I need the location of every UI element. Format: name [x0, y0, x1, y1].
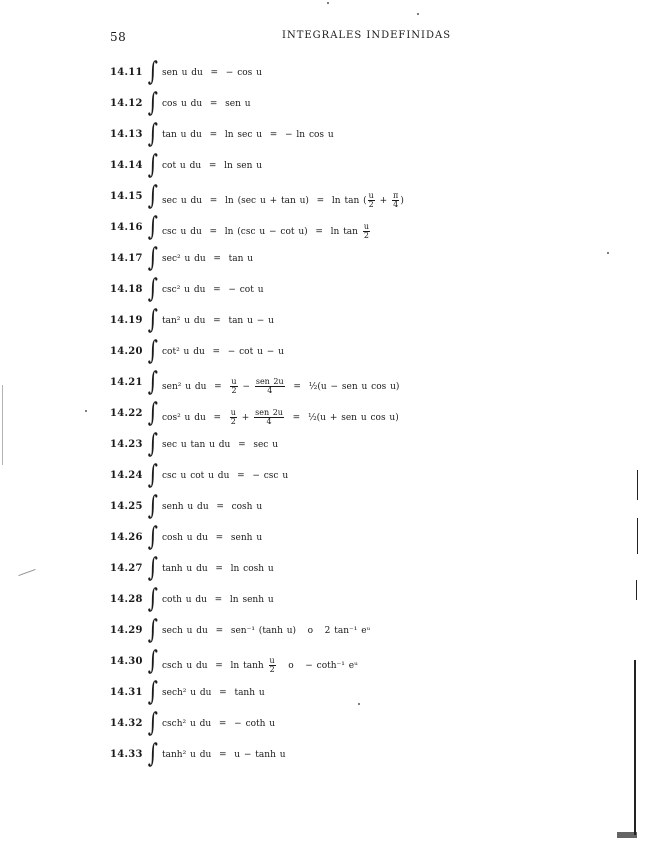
- formula-number: 14.26: [110, 532, 143, 543]
- formula-row: [0, 491, 655, 521]
- speck: [85, 410, 87, 412]
- fraction: [269, 657, 276, 674]
- fraction: [368, 192, 375, 209]
- formula-number: 14.14: [110, 160, 143, 171]
- formula-tail: ): [400, 196, 404, 206]
- scan-artifact-line: [637, 518, 638, 554]
- formula-text: csc u du = ln (csc u − cot u) = ln tan: [162, 227, 362, 237]
- formula-expression: [162, 161, 262, 171]
- formula-number: 14.28: [110, 594, 143, 605]
- fraction: [254, 409, 284, 426]
- formula-expression: [162, 657, 358, 674]
- integral-sign-icon: ∫: [147, 646, 158, 676]
- formula-number: 14.19: [110, 315, 143, 326]
- integral-sign-icon: ∫: [147, 398, 158, 428]
- formula-number: 14.18: [110, 284, 143, 295]
- fraction-numerator: u: [363, 222, 369, 231]
- formula-expression: [162, 595, 274, 605]
- running-header: INTEGRALES INDEFINIDAS: [282, 30, 452, 41]
- formula-row: [0, 181, 655, 211]
- formula-number: 14.27: [110, 563, 143, 574]
- formula-expression: [162, 347, 284, 357]
- formula-text: sen u du = − cos u: [162, 68, 262, 78]
- formula-expression: [162, 533, 262, 543]
- formula-text: senh u du = cosh u: [162, 502, 263, 512]
- formula-expression: [162, 130, 334, 140]
- fraction-numerator: u: [269, 656, 275, 665]
- formula-expression: [162, 378, 399, 395]
- formula-row: [0, 460, 655, 490]
- fraction-numerator: π: [393, 191, 399, 200]
- integral-sign-icon: ∫: [147, 429, 158, 459]
- fraction: [230, 409, 237, 426]
- formula-text: sech² u du = tanh u: [162, 688, 265, 698]
- formula-row: [0, 57, 655, 87]
- fraction: [363, 223, 370, 240]
- formula-expression: [162, 719, 275, 729]
- integral-sign-icon: ∫: [147, 522, 158, 552]
- speck: [417, 13, 419, 15]
- scan-artifact-line: [637, 470, 638, 500]
- integral-sign-icon: ∫: [147, 739, 158, 769]
- fraction-denominator: 2: [231, 386, 237, 395]
- formula-number: 14.32: [110, 718, 143, 729]
- fraction: [255, 378, 285, 395]
- formula-row: [0, 553, 655, 583]
- formula-number: 14.29: [110, 625, 143, 636]
- formula-number: 14.25: [110, 501, 143, 512]
- formula-number: 14.24: [110, 470, 143, 481]
- formula-row: [0, 305, 655, 335]
- formula-row: [0, 522, 655, 552]
- formula-number: 14.20: [110, 346, 143, 357]
- formula-number: 14.22: [110, 408, 143, 419]
- fraction-denominator: 4: [393, 200, 399, 209]
- integral-sign-icon: ∫: [147, 460, 158, 490]
- formula-text: cos u du = sen u: [162, 99, 251, 109]
- formula-tail: = ½(u + sen u cos u): [284, 413, 399, 423]
- formula-text: csch u du = ln tanh: [162, 661, 268, 671]
- formula-expression: [162, 316, 274, 326]
- formula-text: csc² u du = − cot u: [162, 285, 264, 295]
- formula-row: [0, 243, 655, 273]
- formula-number: 14.11: [110, 67, 143, 78]
- integral-sign-icon: ∫: [147, 274, 158, 304]
- formula-row: [0, 708, 655, 738]
- integral-sign-icon: ∫: [147, 615, 158, 645]
- formula-text: csch² u du = − coth u: [162, 719, 276, 729]
- fraction-denominator: 2: [269, 665, 275, 674]
- formula-number: 14.13: [110, 129, 143, 140]
- formula-expression: [162, 471, 288, 481]
- formula-text: sec u tan u du = sec u: [162, 440, 278, 450]
- formula-expression: [162, 688, 265, 698]
- formula-tail: o − coth⁻¹ eᵘ: [276, 661, 358, 671]
- formula-expression: [162, 564, 274, 574]
- page-number: 58: [110, 30, 127, 44]
- formula-expression: [162, 440, 278, 450]
- formula-number: 14.17: [110, 253, 143, 264]
- fraction-denominator: 4: [266, 417, 272, 426]
- formula-number: 14.15: [110, 191, 143, 202]
- fraction-numerator: u: [230, 408, 236, 417]
- formula-expression: [162, 626, 370, 636]
- formula-number: 14.33: [110, 749, 143, 760]
- formula-row: [0, 367, 655, 397]
- speck: [358, 703, 360, 705]
- formula-row: [0, 212, 655, 242]
- formula-row: [0, 646, 655, 676]
- fraction: [230, 378, 237, 395]
- integral-sign-icon: ∫: [147, 584, 158, 614]
- integral-sign-icon: ∫: [147, 367, 158, 397]
- fraction-denominator: 2: [363, 231, 369, 240]
- fraction-numerator: u: [231, 377, 237, 386]
- formula-number: 14.12: [110, 98, 143, 109]
- operator: +: [375, 196, 392, 206]
- operator: −: [238, 382, 254, 392]
- formula-text: csc u cot u du = − csc u: [162, 471, 289, 481]
- integral-sign-icon: ∫: [147, 336, 158, 366]
- formula-text: tanh u du = ln cosh u: [162, 564, 274, 574]
- formula-row: [0, 274, 655, 304]
- formula-row: [0, 119, 655, 149]
- formula-text: cot u du = ln sen u: [162, 161, 263, 171]
- integral-sign-icon: ∫: [147, 305, 158, 335]
- integral-sign-icon: ∫: [147, 243, 158, 273]
- fraction-denominator: 2: [230, 417, 236, 426]
- formula-expression: [162, 750, 286, 760]
- speck: [327, 2, 329, 4]
- formula-text: tanh² u du = u − tanh u: [162, 750, 286, 760]
- formula-expression: [162, 502, 262, 512]
- scan-artifact-line: [634, 660, 636, 835]
- formula-row: [0, 429, 655, 459]
- integral-sign-icon: ∫: [147, 708, 158, 738]
- formula-expression: [162, 192, 404, 209]
- formula-text: cos² u du =: [162, 413, 229, 423]
- speck: [607, 252, 609, 254]
- fraction-denominator: 2: [368, 200, 374, 209]
- scan-artifact-dots: [2, 385, 3, 465]
- integral-sign-icon: ∫: [147, 57, 158, 87]
- integral-sign-icon: ∫: [147, 212, 158, 242]
- formula-text: cosh u du = senh u: [162, 533, 263, 543]
- integral-sign-icon: ∫: [147, 491, 158, 521]
- integral-sign-icon: ∫: [147, 119, 158, 149]
- integral-sign-icon: ∫: [147, 677, 158, 707]
- formula-text: cot² u du = − cot u − u: [162, 347, 284, 357]
- formula-row: [0, 739, 655, 769]
- formula-text: sec² u du = tan u: [162, 254, 254, 264]
- formula-number: 14.16: [110, 222, 143, 233]
- formula-text: sech u du = sen⁻¹ (tanh u) o 2 tan⁻¹ eᵘ: [162, 626, 371, 636]
- formula-row: [0, 398, 655, 428]
- scan-artifact-line: [636, 580, 637, 600]
- fraction: [392, 192, 399, 209]
- formula-row: [0, 677, 655, 707]
- integral-sign-icon: ∫: [147, 181, 158, 211]
- integral-sign-icon: ∫: [147, 150, 158, 180]
- formula-expression: [162, 99, 251, 109]
- formula-row: [0, 150, 655, 180]
- formula-row: [0, 584, 655, 614]
- formula-text: sec u du = ln (sec u + tan u) = ln tan (: [162, 196, 367, 206]
- formula-expression: [162, 254, 253, 264]
- formula-text: sen² u du =: [162, 382, 230, 392]
- formula-number: 14.31: [110, 687, 143, 698]
- formula-text: tan u du = ln sec u = − ln cos u: [162, 130, 334, 140]
- formula-tail: = ½(u − sen u cos u): [285, 382, 400, 392]
- formula-text: tan² u du = tan u − u: [162, 316, 274, 326]
- formula-text: coth u du = ln senh u: [162, 595, 274, 605]
- formula-row: [0, 88, 655, 118]
- formula-expression: [162, 409, 399, 426]
- fraction-denominator: 4: [267, 386, 273, 395]
- formula-expression: [162, 285, 264, 295]
- formula-row: [0, 336, 655, 366]
- formula-expression: [162, 68, 262, 78]
- formula-number: 14.23: [110, 439, 143, 450]
- formula-expression: [162, 223, 371, 240]
- integral-sign-icon: ∫: [147, 553, 158, 583]
- formula-row: [0, 615, 655, 645]
- scan-artifact-blob: [617, 832, 637, 838]
- fraction-numerator: sen 2u: [255, 408, 283, 417]
- integral-sign-icon: ∫: [147, 88, 158, 118]
- formula-number: 14.21: [110, 377, 143, 388]
- fraction-numerator: u: [368, 191, 374, 200]
- fraction-numerator: sen 2u: [255, 377, 284, 386]
- formula-number: 14.30: [110, 656, 143, 667]
- operator: +: [237, 413, 254, 423]
